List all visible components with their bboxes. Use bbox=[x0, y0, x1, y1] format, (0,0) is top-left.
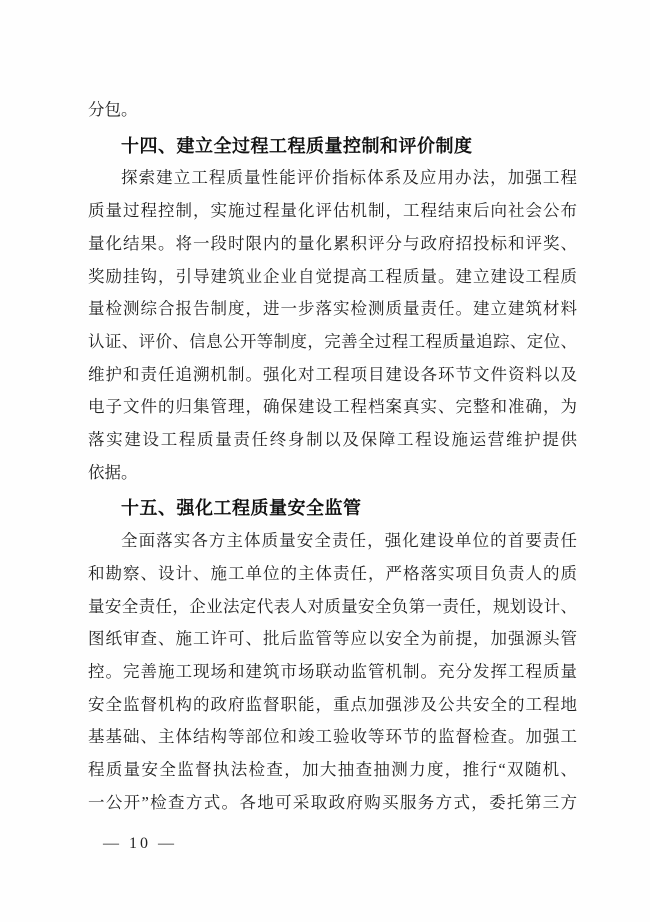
body-line: 程质量安全监督执法检查，加大抽查抽测力度，推行“双随机、 bbox=[88, 760, 577, 780]
body-line: 量安全责任，企业法定代表人对质量安全负第一责任，规划设计、 bbox=[88, 596, 577, 616]
section-heading: 十四、建立全过程工程质量控制和评价制度 bbox=[121, 135, 473, 156]
body-line: 一公开”检查方式。各地可采取政府购买服务方式，委托第三方 bbox=[88, 792, 577, 812]
body-line: 质量过程控制，实施过程量化评估机制，工程结束后向社会公布 bbox=[88, 201, 577, 221]
section-heading: 十五、强化工程质量安全监管 bbox=[121, 498, 362, 519]
body-line: 量化结果。将一段时限内的量化累积评分与政府招投标和评奖、 bbox=[88, 233, 577, 253]
body-line: 控。完善施工现场和建筑市场联动监管机制。充分发挥工程质量 bbox=[88, 661, 577, 681]
body-line: 量检测综合报告制度，进一步落实检测质量责任。建立建筑材料 bbox=[88, 299, 577, 319]
leading-paragraph-line: 分包。 bbox=[88, 100, 138, 119]
body-line: 图纸审查、施工许可、批后监管等应以安全为前提，加强源头管 bbox=[88, 629, 577, 649]
body-line: 电子文件的归集管理，确保建设工程档案真实、完整和准确，为 bbox=[88, 397, 577, 417]
body-line: 维护和责任追溯机制。强化对工程项目建设各环节文件资料以及 bbox=[88, 364, 577, 384]
body-line: 全面落实各方主体质量安全责任，强化建设单位的首要责任 bbox=[121, 531, 577, 551]
text-block bbox=[88, 94, 577, 819]
body-line: 依据。 bbox=[88, 462, 138, 482]
body-line: 安全监督机构的政府监督职能，重点加强涉及公共安全的工程地 bbox=[88, 694, 577, 714]
body-line: 认证、评价、信息公开等制度，完善全过程工程质量追踪、定位、 bbox=[88, 331, 577, 351]
body-line: 探索建立工程质量性能评价指标体系及应用办法，加强工程 bbox=[121, 168, 577, 188]
body-line: 基基础、主体结构等部位和竣工验收等环节的监督检查。加强工 bbox=[88, 727, 577, 747]
body-line: 奖励挂钩，引导建筑业企业自觉提高工程质量。建立建设工程质 bbox=[88, 266, 577, 286]
page-number: — 10 — bbox=[103, 835, 177, 852]
body-line: 落实建设工程质量责任终身制以及保障工程设施运营维护提供 bbox=[88, 430, 577, 450]
body-line: 和勘察、设计、施工单位的主体责任，严格落实项目负责人的质 bbox=[88, 563, 577, 583]
